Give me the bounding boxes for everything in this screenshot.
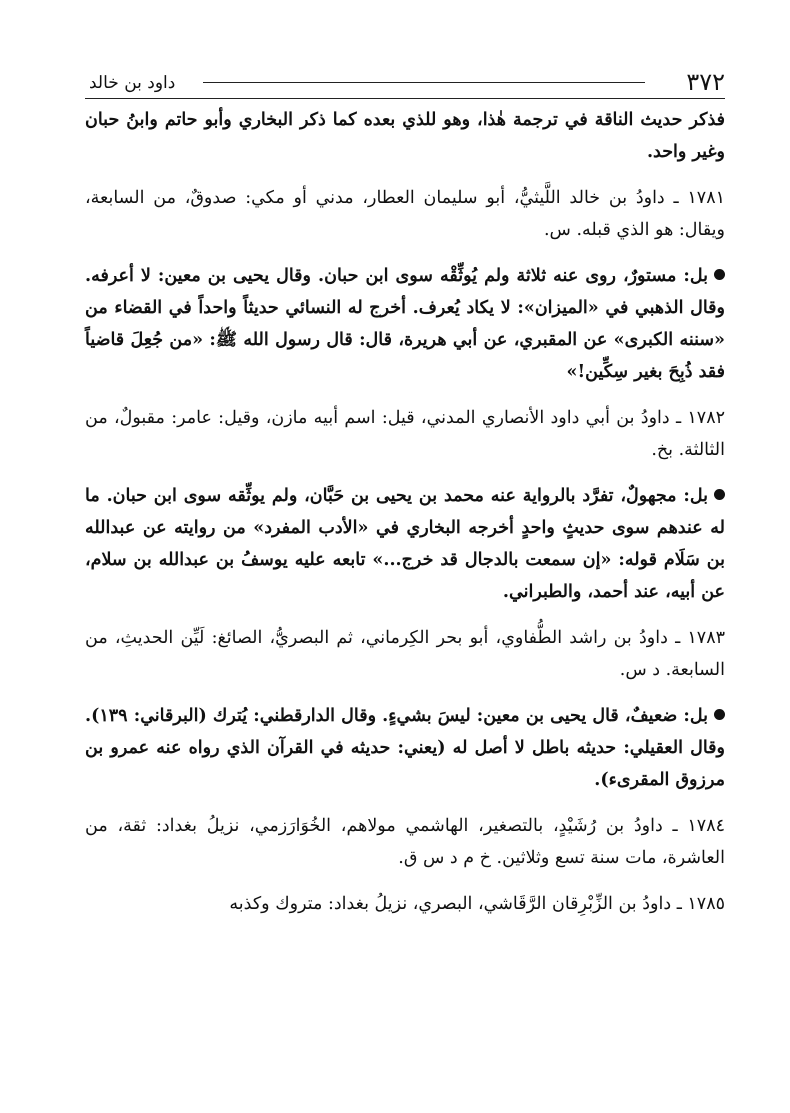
entry-1781 xyxy=(85,182,725,246)
entry-text: ١٧٨١ ـ داودُ بن خالد اللَّيثيُّ، أبو سليمان العطار، مدني أو مكي: صدوقٌ، من السابعة، ويقال: هو الذي قبله. س. xyxy=(85,188,725,240)
entry-text: ١٧٨٤ ـ داودُ بن رُشَيْدٍ، بالتصغير، الهاشمي مولاهم، الخُوَارَزمي، نزيلُ بغداد: ثقة، من العاشرة، مات سنة تسع وثلاثين. خ م د س ق. xyxy=(85,816,725,868)
paragraph-spacer xyxy=(85,388,725,402)
comment-text: بل: ضعيفٌ، قال يحيى بن معين: ليسَ بشيءٍ. وقال الدارقطني: يُترك (البرقاني: ١٣٩). وقال العقيلي: حديثه باطل لا أصل له (يعني: حديثه في القرآن الذي رواه عنه عمرو بن مرزوق المقرىء). xyxy=(85,706,725,790)
comment-text: بل: مجهولٌ، تفرَّد بالرواية عنه محمد بن يحيى بن حَبَّان، ولم يوثِّقه سوى ابن حبان. ما له عندهم سوى حديثٍ واحدٍ أخرجه البخاري في «الأدب المفرد» من روايته عن عبدالله بن سَلَام قوله: «إن سمعت بالدجال قد خرج...» تابعه عليه يوسفُ بن عبدالله بن سلام، عن أبيه، عند أحمد، والطبراني. xyxy=(85,486,725,602)
paragraph-spacer xyxy=(85,466,725,480)
page-number: ٣٧٢ xyxy=(686,68,725,96)
comment-1783 xyxy=(85,700,725,796)
paragraph-spacer xyxy=(85,874,725,888)
paragraph-spacer xyxy=(85,796,725,810)
entry-text: ١٧٨٣ ـ داودُ بن راشد الطُّفاوي، أبو بحر الكِرماني، ثم البصريُّ، الصائغ: لَيِّن الحديثِ، من السابعة. د س. xyxy=(85,628,725,680)
bullet-icon xyxy=(714,489,725,500)
comment-1781 xyxy=(85,260,725,388)
paragraph-text: فذكر حديث الناقة في ترجمة هٰذا، وهو للذي بعده كما ذكر البخاري وأبو حاتم وابنُ حبان وغير واحد. xyxy=(85,110,725,162)
entry-1783 xyxy=(85,622,725,686)
entry-1785 xyxy=(85,888,725,920)
paragraph-spacer xyxy=(85,608,725,622)
page-header xyxy=(85,68,725,99)
paragraph-spacer xyxy=(85,168,725,182)
header-rule xyxy=(203,82,645,83)
comment-1782 xyxy=(85,480,725,608)
paragraph-spacer xyxy=(85,246,725,260)
comment-text: بل: مستورٌ، روى عنه ثلاثة ولم يُوثِّقْه سوى ابن حبان. وقال يحيى بن معين: لا أعرفه. وقال الذهبي في «الميزان»: لا يكاد يُعرف. أخرج له النسائي حديثاً واحداً في القضاء من «سننه الكبرى» عن المقبري، عن أبي هريرة، قال: قال رسول الله ﷺ: «من جُعِلَ قاضياً فقد ذُبِحَ بغير سِكِّين!» xyxy=(85,266,725,382)
paragraph-spacer xyxy=(85,686,725,700)
paragraph-continuation xyxy=(85,104,725,168)
entry-text: ١٧٨٢ ـ داودُ بن أبي داود الأنصاري المدني، قيل: اسم أبيه مازن، وقيل: عامر: مقبولٌ، من الثالثة. بخ. xyxy=(85,408,725,460)
entry-1784 xyxy=(85,810,725,874)
entry-1782 xyxy=(85,402,725,466)
running-head: داود بن خالد xyxy=(89,73,176,93)
bullet-icon xyxy=(714,269,725,280)
page-body xyxy=(85,104,725,920)
entry-text: ١٧٨٥ ـ داودُ بن الزِّبْرِقان الرَّقَاشي، البصري، نزيلُ بغداد: متروك وكذبه xyxy=(229,894,725,914)
book-page xyxy=(85,0,725,1113)
bullet-icon xyxy=(714,709,725,720)
